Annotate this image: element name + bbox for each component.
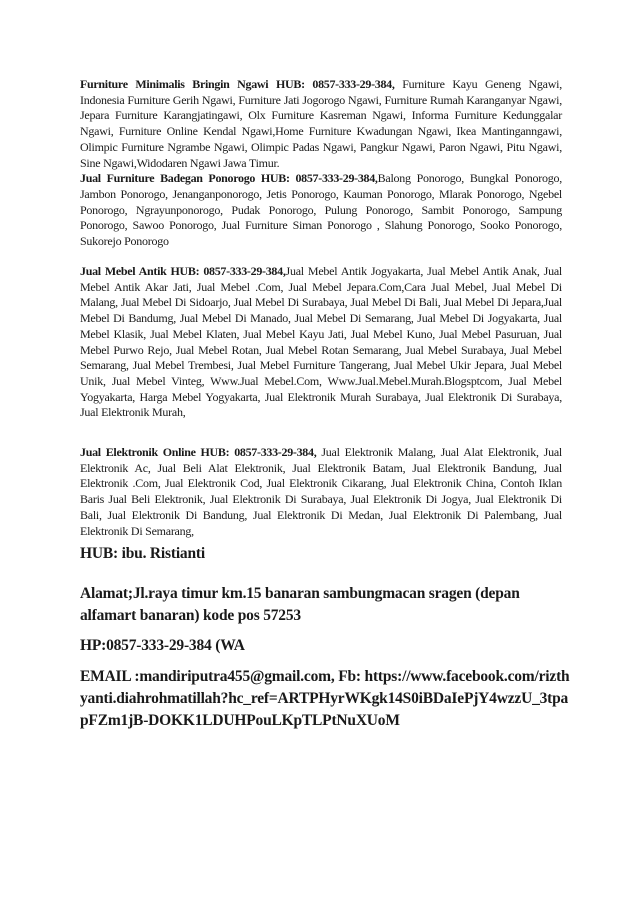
furniture-ngawi-text: Furniture Kayu Geneng Ngawi, Indonesia Furniture Gerih Ngawi, Furniture Jati Jogorogo Ngawi, Furniture Rumah Karanganyar Ngawi, Jepara Furniture Karangjatingawi, Olx Furniture Kasreman Ngawi, Informa Furniture Kedunggalar Ngawi, Furniture Online Kendal Ngawi,Home Furniture Kwadungan Ngawi, Ikea Mantinganngawi, Olimpic Furniture Ngrambe Ngawi, Olimpic Padas Ngawi, Pangkur Ngawi, Paron Ngawi, Pitu Ngawi, Sine Ngawi,Widodaren Ngawi Jawa Timur.	[80, 77, 562, 170]
contact-phone: HP:0857-333-29-384 (WA	[80, 637, 245, 654]
mebel-paragraph	[80, 264, 562, 421]
elektronik-paragraph	[80, 445, 562, 539]
contact-hub: HUB: ibu. Ristianti	[80, 545, 205, 562]
mebel-heading: Jual Mebel Antik HUB: 0857-333-29-384,	[80, 264, 286, 278]
furniture-ngawi-heading: Furniture Minimalis Bringin Ngawi HUB: 0857-333-29-384,	[80, 77, 395, 91]
contact-email: EMAIL :mandiriputra455@gmail.com, Fb: https://www.facebook.com/rizthyanti.diahrohmatillah?hc_ref=ARTPHyrWKgk14S0iBDaIePjY4wzzU_3tpapFZm1jB-DOKK1LDUHPouLKpTLPtNuXUoM	[80, 668, 570, 729]
elektronik-text: Jual Elektronik Malang, Jual Alat Elektronik, Jual Elektronik Ac, Jual Beli Alat Elektronik, Jual Elektronik Batam, Jual Elektronik Bandung, Jual Elektronik .Com, Jual Elektronik Cod, Jual Elektronik Cikarang, Jual Elektronik China, Contoh Iklan Baris Jual Beli Elektronik, Jual Elektronik Di Surabaya, Jual Elektronik Di Jogya, Jual Elektronik Di Bali, Jual Elektronik Di Bandung, Jual Elektronik Di Medan, Jual Elektronik Di Palembang, Jual Elektronik Di Semarang,	[80, 445, 563, 538]
contact-address: Alamat;Jl.raya timur km.15 banaran sambungmacan sragen (depan alfamart banaran) kode pos 57253	[80, 585, 520, 624]
furniture-ponorogo-text: Balong Ponorogo, Bungkal Ponorogo, Jambon Ponorogo, Jenanganponorogo, Jetis Ponorogo, Kauman Ponorogo, Mlarak Ponorogo, Ngebel Ponorogo, Ngrayunponorogo, Pudak Ponorogo, Pulung Ponorogo, Sambit Ponorogo, Sampung Ponorogo, Sawoo Ponorogo, Jual Furniture Siman Ponorogo , Slahung Ponorogo, Sooko Ponorogo, Sukorejo Ponorogo	[80, 171, 562, 249]
elektronik-heading: Jual Elektronik Online HUB: 0857-333-29-384,	[80, 445, 317, 459]
furniture-paragraph	[80, 77, 562, 250]
furniture-ponorogo-heading: Jual Furniture Badegan Ponorogo HUB: 0857-333-29-384,	[80, 171, 378, 186]
mebel-text: Jual Mebel Antik Jogyakarta, Jual Mebel Antik Anak, Jual Mebel Antik Akar Jati, Jual Mebel .Com, Jual Mebel Jepara.Com,Cara Jual Mebel, Jual Mebel Di Malang, Jual Mebel Di Sidoarjo, Jual Mebel Di Surabaya, Jual Mebel Di Bali, Jual Mebel Di Jepara,Jual Mebel Di Bandumg, Jual Mebel Di Manado, Jual Mebel Di Semarang, Jual Mebel Di Jogyakarta, Jual Mebel Klasik, Jual Mebel Klaten, Jual Mebel Kayu Jati, Jual Mebel Kuno, Jual Mebel Pasuruan, Jual Mebel Purwo Rejo, Jual Mebel Rotan, Jual Mebel Rotan Semarang, Jual Mebel Surabaya, Jual Mebel Semarang, Jual Mebel Trembesi, Jual Mebel Furniture Tangerang, Jual Mebel Ukir Jepara, Jual Mebel Unik, Jual Mebel Vinteg, Www.Jual Mebel.Com, Www.Jual.Mebel.Murah.Blogsptcom, Jual Mebel Yogyakarta, Harga Mebel Yogyakarta, Jual Elektronik Murah Surabaya, Jual Elektronik Di Surabaya, Jual Elektronik Murah,	[80, 264, 562, 420]
